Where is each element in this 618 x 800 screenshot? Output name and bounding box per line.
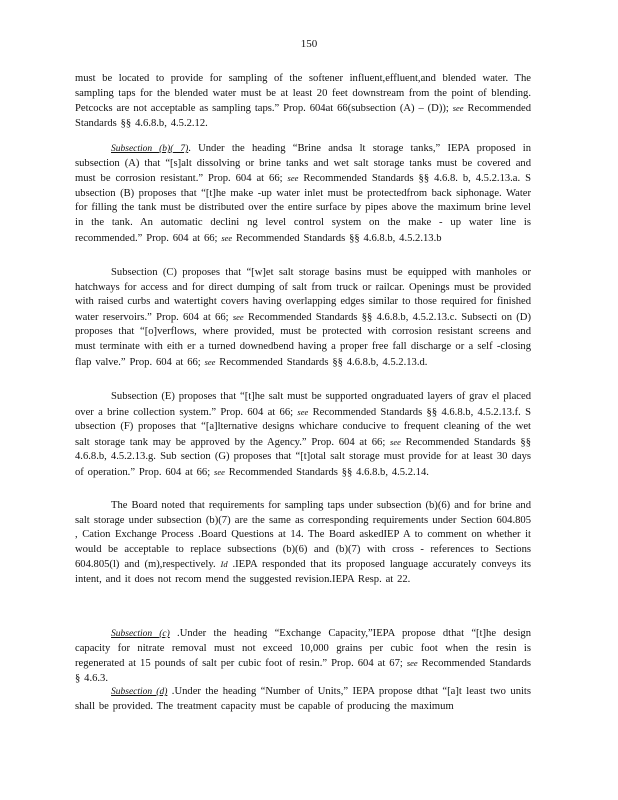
citation-signal: Id [220,559,228,570]
paragraph-text: Recommended Standards §§ 4.6.8. b, 4.5.2.13.a. S ubsection (B) proposes that “[t]he make -up water inlet must be protectedfrom back siphonage. Water for filling the tank must be distributed over the entire surface by pipes above the maximum brine level in the tank. An automatic declini ng level control system on the make - up water line is recommended.” Prop. 604 at 66; [75,173,531,244]
paragraph-text: Recommended Standards §§ 4.6.8.b, 4.5.2.13.b [232,232,442,244]
subsection-label: Subsection (c) [111,629,170,639]
citation-signal: see [232,311,244,322]
paragraph-text: Recommended Standards § 4.6.3. [75,658,531,684]
paragraph-text: must be located to provide for sampling of the softener influent,effluent,and blended water. The sampling taps for the blended water must be at least 20 feet downstream from the point of blending. Petcocks are not acceptable as sampling taps.” Prop. 604at 66(subsection (A) – (D)); [75,73,531,115]
paragraph-text: Subsection (E) proposes that “[t]he salt must be supported ongraduated layers of grav el placed over a brine collection system.” Prop. 604 at 66; [75,391,531,418]
citation-signal: see [287,173,299,184]
citation-signal: see [390,436,401,447]
paragraph-text: Recommended Standards §§ 4.6.8.b, 4.5.2.12. [75,103,532,129]
paragraph-text: Recommended Standards §§ 4.6.8.b, 4.5.2.14. [224,466,429,478]
paragraph-sampling-taps [75,72,531,131]
citation-signal: see [406,658,418,669]
citation-signal: see [204,356,216,367]
paragraph-board-questions [75,499,531,588]
citation-signal: see [452,103,464,114]
subsection-label: Subsection (b)( 7) [111,144,189,154]
paragraph-text: Subsection (C) proposes that “[w]et salt storage basins must be equipped with manholes or hatchways for access and for direct dumping of salt from truck or railcar. Openings must be provided with raised curbs and watertight covers having overlapping edges similar to those required for finished water reservoirs.” Prop. 604 at 66; [75,267,531,323]
citation-signal: see [221,232,233,243]
paragraph-subsection-d-number-of-units [75,685,531,714]
subsection-label: Subsection (d) [111,687,168,697]
paragraph-text: Recommended Standards §§ 4.6.8.b, 4.5.2.13.g. Sub section (G) proposes that “[t]otal salt storage must provide for at least 30 days of operation.” Prop. 604 at 66; [75,436,531,478]
citation-signal: see [214,466,225,477]
paragraph-text: Recommended Standards §§ 4.6.8.b, 4.5.2.13.d. [215,356,428,368]
paragraph-subsection-c-d [75,266,531,370]
paragraph-text: Recommended Standards §§ 4.6.8.b, 4.5.2.13.c. Subsecti on (D) proposes that “[o]verflows, where provided, must be protected with corrosion resistant screens and must terminate with eith er a turned downedbend having a proper free fall discharge or a self -closing flap valve.” Prop. 604 at 66; [75,311,531,368]
paragraph-text: The Board noted that requirements for sampling taps under subsection (b)(6) and for brine and salt storage under subsection (b)(7) are the same as corresponding requirements under Section 604.805 , Cation Exchange Process .Board Questions at 14. The Board askedIEP A to comment on whether it would be acceptable to replace subsections (b)(6) and (b)(7) with cross - references to Sections 604.805(l) and (m),respectively. [75,500,531,571]
paragraph-text: .Under the heading “Number of Units,” IEPA propose dthat “[a]t least two units shall be provided. The treatment capacity must be capable of producing the maximum [75,686,531,712]
paragraph-text: .IEPA responded that its proposed language accurately conveys its intent, and it does not recom mend the suggested revision.IEPA Resp. at 22. [75,559,531,585]
page-number: 150 [300,38,318,50]
paragraph-subsection-c-exchange-capacity [75,627,531,686]
citation-signal: see [297,406,309,417]
paragraph-text: .Under the heading “Exchange Capacity,”IEPA propose dthat “[t]he design capacity for nitrate removal must not exceed 10,000 grains per cubic foot when the resin is regenerated at 15 pounds of salt per cubic foot of resin.” Prop. 604 at 67; [75,628,531,670]
paragraph-subsection-b7 [75,142,531,246]
paragraph-text: . Under the heading “Brine andsa lt storage tanks,” IEPA proposed in subsection (A) that “[s]alt dissolving or brine tanks and wet salt storage tanks must be covered and must be corrosion resistant.” Prop. 604 at 66; [75,143,531,185]
paragraph-text: Recommended Standards §§ 4.6.8.b, 4.5.2.13.f. S ubsection (F) proposes that “[a]lternative designs whichare conducive to frequent cleaning of the wet salt storage tank may be approved by the Agency.” Prop. 604 at 66; [75,406,531,448]
paragraph-subsection-e-g [75,390,531,481]
